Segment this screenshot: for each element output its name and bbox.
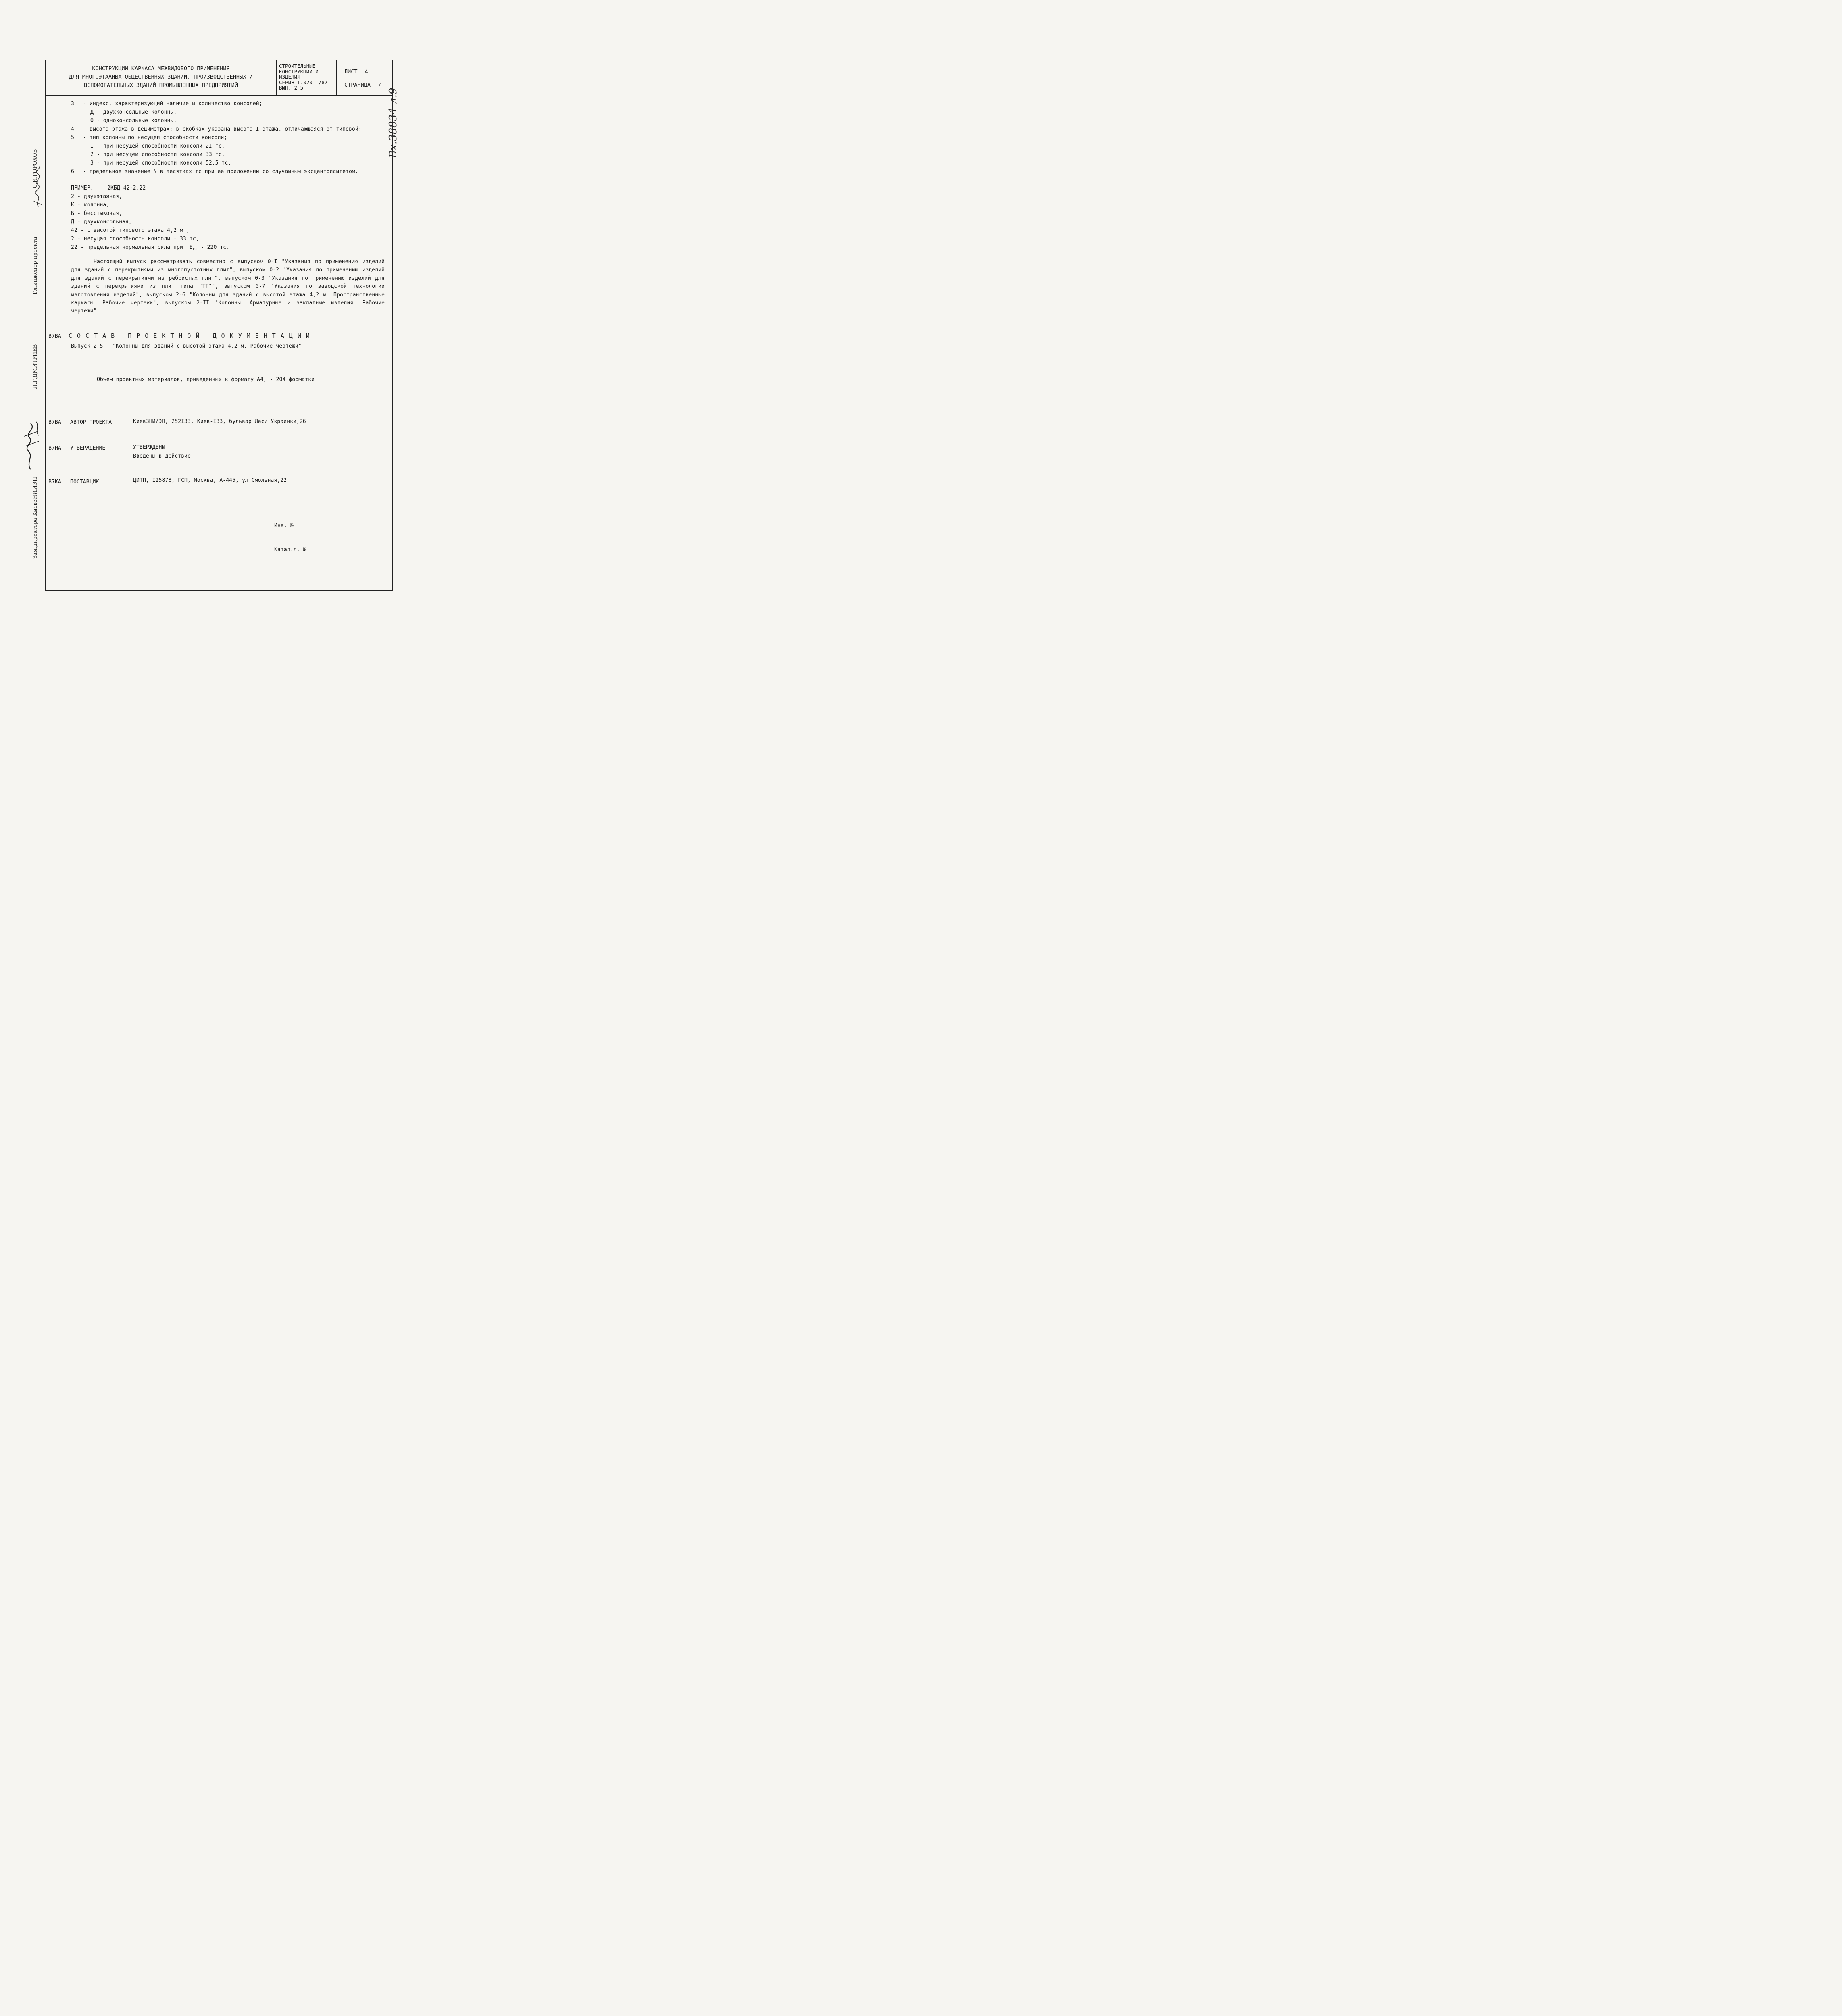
catalog-sheet-number: Катал.л. №	[274, 547, 306, 553]
chief-engineer-name: С.И.ГОРОХОВ	[32, 149, 38, 189]
incoming-stamp: Вх.38834 л.9	[387, 87, 399, 158]
example-line: 2 - двухэтажная,	[71, 194, 123, 200]
page-number: 7	[378, 82, 381, 88]
series-line: ВЫП. 2-5	[279, 85, 304, 91]
deputy-director-signature	[19, 418, 43, 471]
example-label: ПРИМЕР:	[71, 185, 94, 191]
related-issues-paragraph	[71, 258, 385, 316]
series-line: КОНСТРУКЦИИ И	[279, 68, 319, 75]
field-label: УТВЕРЖДЕНИЕ	[70, 445, 106, 451]
field-label: АВТОР ПРОЕКТА	[70, 419, 112, 425]
example-line: 2 - несущая способность консоли - 33 тс,	[71, 236, 199, 242]
example-last-suffix: - 220 тс.	[197, 244, 230, 250]
example-line: К - колонна,	[71, 202, 110, 208]
deputy-director-name: Л.Г.ДМИТРИЕВ	[32, 344, 38, 389]
legend-text: О - одноконсольные колонны,	[90, 118, 177, 124]
legend-code: 3	[71, 101, 74, 107]
sheet-label: ЛИСТ	[344, 69, 358, 75]
legend-text: Д - двухконсольные колонны,	[90, 109, 177, 115]
field-value: УТВЕРЖДЕНЫ	[133, 444, 165, 450]
example-last-subscript: сл	[192, 247, 198, 252]
volume-line: Объем проектных материалов, приведенных к формату А4, - 204 форматки	[97, 377, 315, 383]
chief-engineer-label: Гл.инженер проекта	[32, 237, 38, 294]
field-code: В7КА	[48, 479, 61, 485]
title-line: ВСПОМОГАТЕЛЬНЫХ ЗДАНИЙ ПРОМЫШЛЕННЫХ ПРЕДПРИЯТИЙ	[83, 82, 238, 89]
legend-code: 6	[71, 169, 74, 175]
field-code: В7ВА	[48, 419, 61, 425]
sheet-number: 4	[365, 69, 368, 75]
legend-text: - высота этажа в дециметрах; в скобках указана высота I этажа, отличающаяся от типовой;	[83, 126, 362, 132]
legend-text: - тип колонны по несущей способности консоли;	[83, 135, 227, 141]
page-label: СТРАНИЦА	[344, 82, 371, 88]
example-code: 2КБД 42-2.22	[107, 185, 146, 191]
sheet-cell	[337, 60, 392, 95]
series-line: СТРОИТЕЛЬНЫЕ	[279, 63, 316, 69]
legend-text: 2 - при несущей способности консоли 33 тс,	[90, 152, 225, 158]
title-line: ДЛЯ МНОГОЭТАЖНЫХ ОБЩЕСТВЕННЫХ ЗДАНИЙ, ПРОИЗВОДСТВЕННЫХ И	[69, 74, 253, 80]
title-block	[46, 60, 392, 96]
field-code: В7НА	[48, 445, 61, 451]
legend-code: 5	[71, 135, 74, 141]
example-line	[71, 244, 229, 254]
legend-text: I - при несущей способности консоли 2I тс,	[90, 143, 225, 149]
series-line: СЕРИЯ I.020-I/87	[279, 79, 328, 85]
sheet-number-row	[344, 68, 392, 76]
field-value-secondary: Введены в действие	[133, 453, 191, 459]
series-line: ИЗДЕЛИЯ	[279, 74, 300, 80]
example-line: 42 - с высотой типового этажа 4,2 м ,	[71, 227, 190, 233]
section-title: СОСТАВ ПРОЕКТНОЙ ДОКУМЕНТАЦИИ	[69, 332, 315, 339]
section-code: В7ВА	[48, 333, 61, 339]
issue-line: Выпуск 2-5 - "Колонны для зданий с высотой этажа 4,2 м. Рабочие чертежи"	[71, 343, 302, 349]
title-line: КОНСТРУКЦИИ КАРКАСА МЕЖВИДОВОГО ПРИМЕНЕНИЯ	[92, 65, 230, 72]
document-frame	[45, 60, 393, 591]
field-value: ЦИТП, I25878, ГСП, Москва, А-445, ул.Смольная,22	[133, 477, 287, 483]
field-label: ПОСТАВЩИК	[70, 479, 99, 485]
series-cell	[277, 60, 337, 95]
deputy-director-label: Зам.директора КиевЗНИИЭП	[32, 477, 38, 559]
field-value: КиевЗНИИЭП, 252I33, Киев-I33, бульвар Леси Украинки,26	[133, 419, 306, 425]
page-number-row	[344, 81, 392, 90]
example-last-prefix: 22 - предельная нормальная сила при Е	[71, 244, 193, 250]
chief-engineer-signature	[31, 165, 47, 209]
legend-code: 4	[71, 126, 74, 132]
example-line: Б - бесстыковая,	[71, 210, 123, 217]
inventory-number: Инв. №	[274, 523, 294, 529]
example-line: Д - двухконсольная,	[71, 219, 132, 225]
legend-text: - индекс, характеризующий наличие и количество консолей;	[83, 101, 263, 107]
paragraph-text: Настоящий выпуск рассматривать совместно с выпуском 0-I "Указания по применению изделий для зданий с перекрытиями из многопустотных плит", выпуском 0-2 "Указания по применению изделий для зданий с перекрытиями из ребристых плит", выпуском 0-3 "Указания по применению изделий для зданий с перекрытиями из плит типа "ТТ"", выпуском 0-7 "Указания по заводской технологии изготовления изделий", выпуском 2-6 "Колонны для зданий с высотой этажа 4,2 м. Пространственные каркасы. Рабочие чертежи", выпуском 2-II "Колонны. Арматурные и закладные изделия. Рабочие чертежи".	[71, 259, 385, 314]
document-title	[46, 60, 277, 95]
legend-text: - предельное значение N в десятках тс при ее приложении со случайным эксцентриситетом.	[83, 169, 358, 175]
legend-text: 3 - при несущей способности консоли 52,5 тс,	[90, 160, 231, 166]
